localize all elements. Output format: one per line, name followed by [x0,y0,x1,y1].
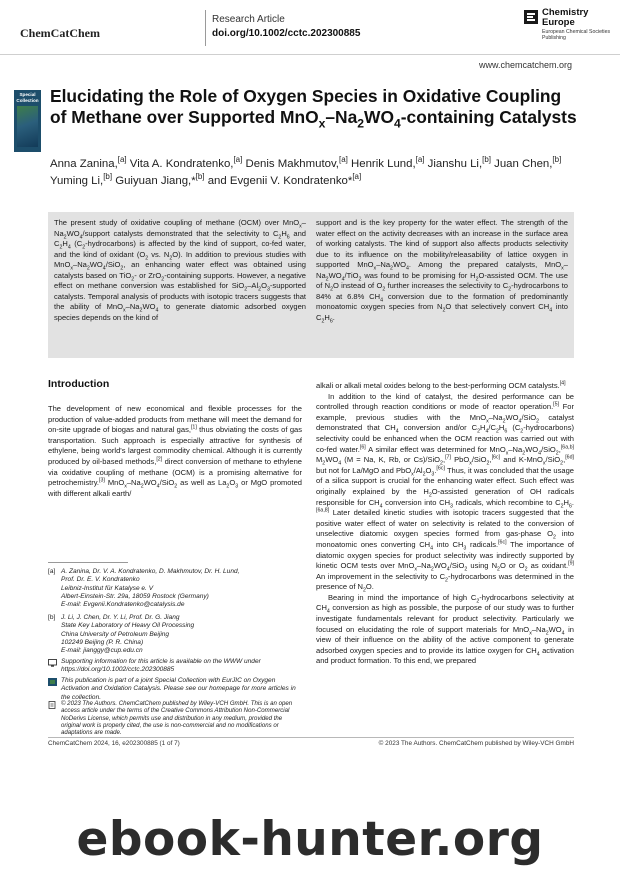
special-collection-icon [48,678,57,686]
affiliation-b [48,614,302,658]
article-type: Research Article [212,14,285,25]
publisher-name: Chemistry Europe [542,7,589,28]
footer-divider [48,737,574,738]
supporting-info-note[interactable] [48,658,302,676]
intro-paragraph: Bearing in mind the importance of high $C_2$-hydrocarbons selectivity at $CH_4$ conversion as high as possible, the purpose of our study was to further investigate fundamentals relevant for product selectivity. Particularly we focused on elucidating the role of support materials for $MnO_x-Na_2WO_4$ in view of their influence on the ability of the active component to generate adsorbed oxygen species and to provide its lattice oxygen for $CH_4$ activation and product formation. To this end, we prepared [316,592,574,666]
affiliation-body [61,614,299,655]
abstract-left-column: The present study of oxidative coupling of methane (OCM) over $MnO_x-Na_2WO_4$/support catalysts demonstrated that the selectivity to $C_2H_6$ and $C_2H_4$ $(C_2-hydrocarbons)$ is affected by the kind of support, co-fed water, and the kind of oxidant ($O_2$ vs. $N_2O$). In addition to previous studies with $MnO_x-Na_2WO_4/SiO_2$, an enhancing water effect was obtained using catalysts based on TiO$_2$- or ZrO$_2$-containing supports. However, a negative effect on methane conversion was established for $SiO_2-Al_2O_3$-supported catalysts. Temporal analysis of products with isotopic tracers suggests that the ability of $MnO_x-Na_2WO_4$ to generate diatomic adsorbed oxygen species depends on the kind of [54,218,306,322]
note-text: This publication is part of a joint Special Collection with EurJIC on Oxygen Activation and Oxidation Catalysis. Please see our homepage for more articles in the collection. [61,677,296,701]
license-icon [48,701,57,709]
intro-right-column [316,381,574,667]
affiliation-line: State Key Laboratory of Heavy Oil Processing [61,622,195,630]
footer-citation: ChemCatChem 2024, 16, e202300885 (1 of 7) [48,740,180,747]
note-text: Supporting information for this article is available on the WWW under https://doi.org/10.1002/cctc.202300885 [61,658,261,674]
section-heading-introduction: Introduction [48,378,110,390]
affiliation-email[interactable]: E-mail: Evgenii.Kondratenko@catalysis.de [61,601,185,609]
article-title: Elucidating the Role of Oxygen Species in Oxidative Coupling of Methane over Supported $MnO_x-Na_2WO_4$-containing Catalysts [50,86,577,131]
monitor-icon [48,659,57,667]
note-text: © 2023 The Authors. ChemCatChem published by Wiley-VCH GmbH. This is an open access article under the terms of the Creative Commons Attribution Non-Commercial NoDerivs License, which permits use and distribution in any medium, provided the original work is properly cited, the use is non-commercial and no modifications or adaptations are made. [61,700,293,737]
affiliation-line: Leibniz-Institut für Katalyse e. V [61,584,154,592]
collection-cover-image [17,106,38,147]
affiliation-line: J. Li, J. Chen, Dr. Y. Li, Prof. Dr. G. Jiang [61,614,180,621]
footnote-separator [48,562,128,563]
abstract-right-column: support and is the key property for the water effect. The strength of the water effect on the activity decreases with an increase in the surface area of working catalysts. The kind of support also affects products selectivity due to its influence on the mobility/releasability of lattice oxygen in supported $MnO_x-Na_2WO_4$. Among the prepared catalysts, $MnO_x-Na_2WO_4/TiO_2$ was found to be promising for $H_2O$-assisted OCM. The use of $N_2O$ instead of $O_2$ further increases the selectivity to $C_2$-hydrocarbons to 84% at 6.8% $CH_4$ conversion due to the formation of predominantly monoatomic oxygen species from $N_2O$ that selectively convert $CH_4$ into $C_2H_6$. [316,218,569,325]
affiliation-line: A. Zanina, Dr. V. A. Kondratenko, D. Makhmutov, Dr. H. Lund, [61,568,240,575]
header-divider [205,10,206,46]
doi-link[interactable]: doi.org/10.1002/cctc.202300885 [212,28,361,39]
affiliation-line: China University of Petroleum Beijing [61,630,170,638]
badge-label: Special Collection [16,92,39,103]
author-list: Anna Zanina,[a] Vita A. Kondratenko,[a] Denis Makhmutov,[a] Henrik Lund,[a] Jianshu Li,[b] Juan Chen,[b] Yuming Li,[b] Guiyuan Jiang,*[b] and Evgenii V. Kondratenko*[a] [50,155,562,187]
affiliation-line: 102249 Beijing (P. R. China) [61,638,144,646]
affiliation-body [61,568,299,609]
watermark-text: ebook-hunter.org [76,812,544,867]
affiliation-tag: [a] [48,568,56,575]
journal-name: ChemCatChem [20,26,100,40]
intro-paragraph: alkali or alkali metal oxides belong to the best-performing OCM catalysts.[4] [316,380,566,390]
chemistry-europe-icon [524,10,538,24]
affiliation-line: Albert-Einstein-Str. 29a, 18059 Rostock (Germany) [61,592,209,600]
footer-copyright: © 2023 The Authors. ChemCatChem published by Wiley-VCH GmbH [378,740,574,747]
journal-website[interactable]: www.chemcatchem.org [478,60,572,70]
affiliation-email[interactable]: E-mail: jianggy@cup.edu.cn [61,647,143,655]
special-collection-badge[interactable] [14,90,41,152]
affiliation-line: Prof. Dr. E. V. Kondratenko [61,576,140,584]
intro-paragraph: In addition to the kind of catalyst, the desired performance can be controlled through reaction conditions or mode of reactor operation.[5] For example, previous studies with the $MnO_x-Na_2WO_4/SiO_2$ catalyst demonstrated that $CH_4$ conversion and/or $C_2H_4/C_2H_6$ $(C_2-hydrocarbons)$ selectivity could be enhanced when the OCM reaction was carried out with co-fed water.[6] A similar effect was determined for $MnO_x-Na_2WO_4/SiO_2,[6a,b]$ $M_2WO_4$ (M = Na, K, Rb, or Cs)/SiO$_2$,[7] PbO$_x$/SiO$_2$,[6c] and K-MnO$_x$/SiO$_2$,[6d] but not for La/MgO and $PbO_x/Al_2O_3.[6c]$ Thus, it was concluded that the usage of a silica support is crucial for the enhancing water effect. Such effect was originally explained by the $H_2O$-assisted generation of OH radicals responsible for $CH_4$ conversion into $CH_3$ radicals, which recombine to $C_2H_6.[6a,8]$ Later detailed kinetic studies with isotopic tracers suggested that the positive water effect of water on selectivity is related to the conversion of unselective diatomic oxygen species formed from gas-phase $O_2$ into monoatomic ones converting $CH_4$ into $CH_3$ radicals.[6c] The importance of diatomic oxygen species for product selectivity was indirectly supported by kinetic OCM tests over $MnO_x-Na_2WO_4/SiO_2$ using $N_2O$ or $O_2$ as oxidant.[9] An improvement in the selectivity to $C_2$-hydrocarbons was determined in the presence of $N_2O$. [316,391,575,594]
publisher-subtitle: European Chemical Societies Publishing [542,29,611,41]
affiliation-a [48,568,302,612]
abstract [48,212,574,358]
affiliation-tag: [b] [48,614,56,621]
intro-left-column: The development of new economical and flexible processes for the production of value-added products from methane will meet the demand for on-site upgrade of biogas and natural gas,[1] thus obviating the costs of gas transportation. Such approach is especially attractive for synthesis of ethylene, being world's largest commodity chemical. Although it is currently produced by oil-based methods,[2] direct conversion of methane to ethylene via oxidative coupling of methane (OCM) is a promising alternative for petrochemistry.[3] $MnO_x-Na_2WO_4/SiO_2$ as well as $La_2O_3$ or MgO promoted with different alkali earth/ [48,404,302,498]
